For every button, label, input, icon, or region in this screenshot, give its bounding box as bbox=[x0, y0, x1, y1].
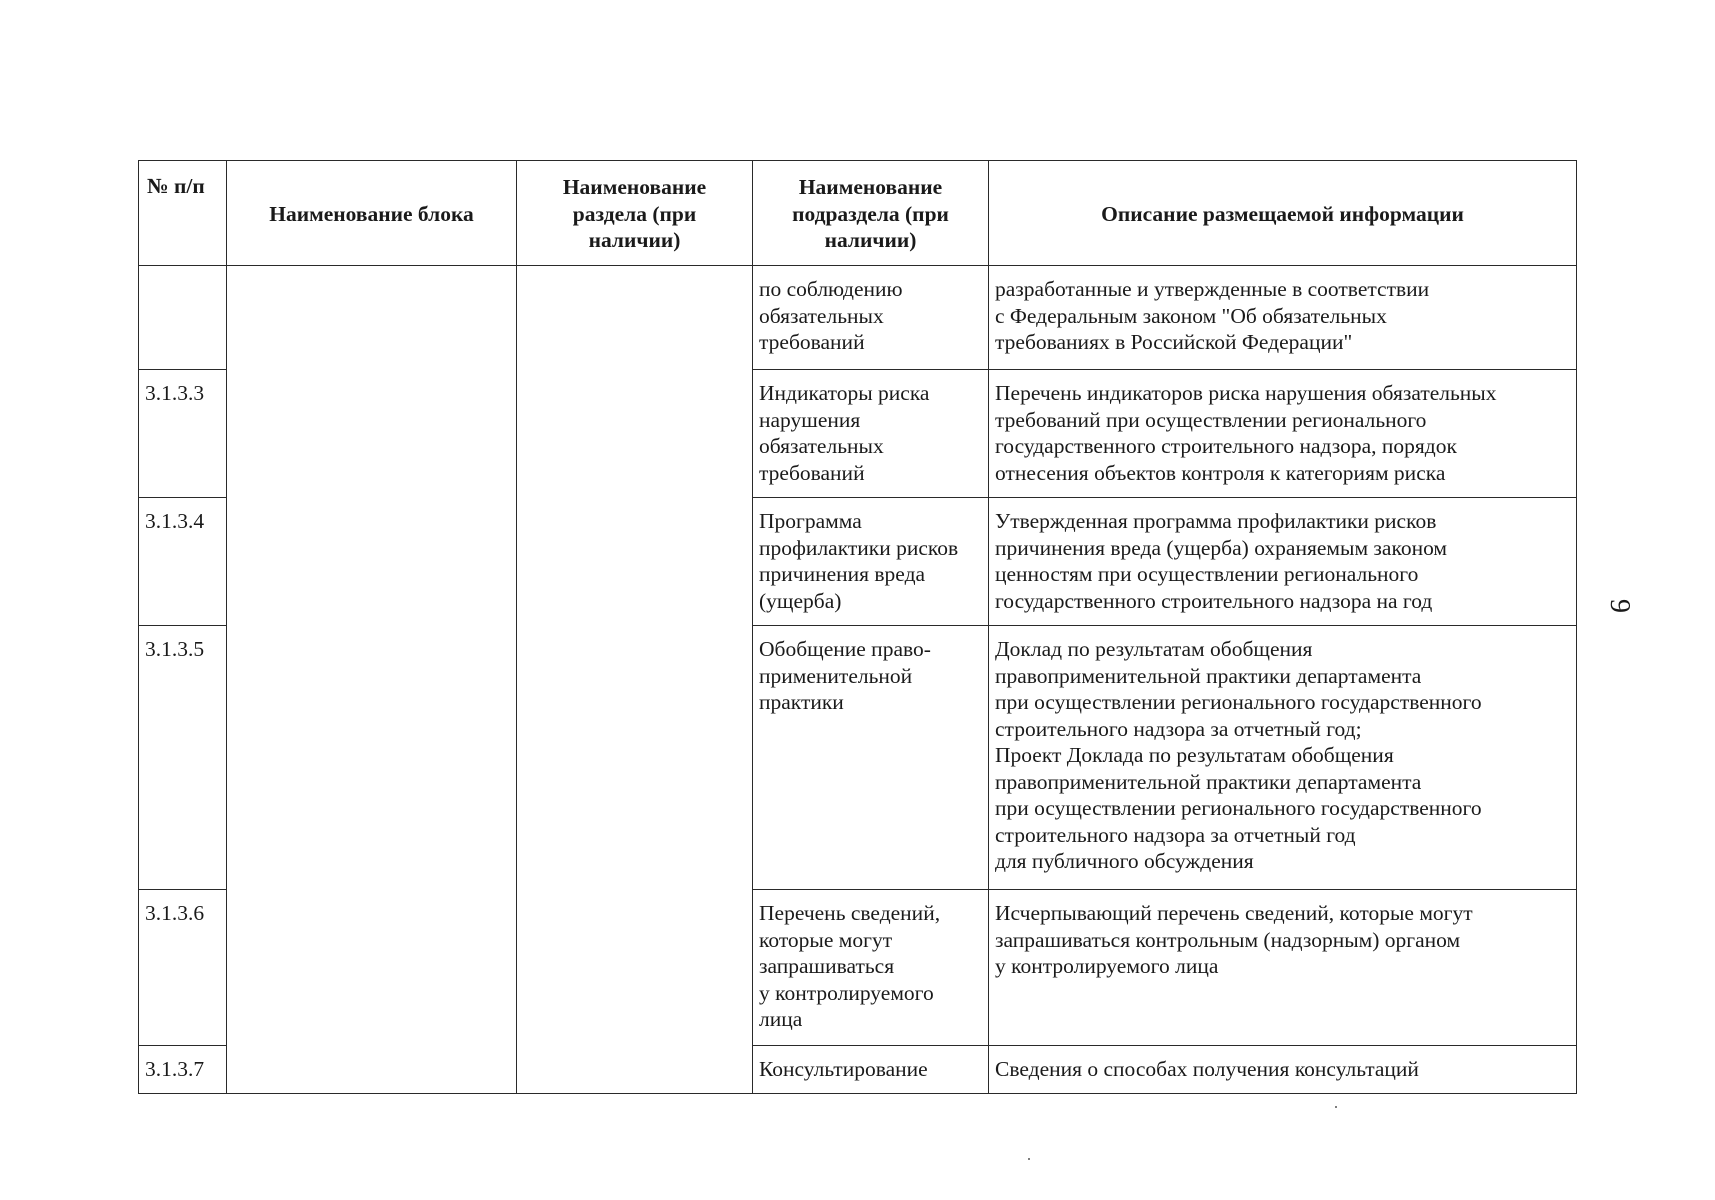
scan-speck bbox=[1028, 1158, 1030, 1160]
row-subsection: Перечень сведений, которые могут запрашиваться у контролируемого лица bbox=[753, 890, 989, 1046]
row-description: Сведения о способах получения консультаций bbox=[989, 1046, 1577, 1094]
header-description: Описание размещаемой информации bbox=[989, 161, 1577, 266]
row-description: разработанные и утвержденные в соответствии с Федеральным законом "Об обязательных требованиях в Российской Федерации" bbox=[989, 266, 1577, 370]
header-subsection-name: Наименование подраздела (при наличии) bbox=[753, 161, 989, 266]
table-header-row bbox=[139, 161, 1577, 266]
information-table bbox=[138, 160, 1577, 1094]
header-number: № п/п bbox=[139, 161, 227, 266]
section-name-cell bbox=[517, 266, 753, 1094]
row-number: 3.1.3.5 bbox=[139, 626, 227, 890]
row-description: Перечень индикаторов риска нарушения обязательных требований при осуществлении регионального государственного строительного надзора, порядок отнесения объектов контроля к категориям риска bbox=[989, 370, 1577, 498]
table-row bbox=[139, 266, 1577, 370]
row-number: 3.1.3.7 bbox=[139, 1046, 227, 1094]
row-description: Утвержденная программа профилактики рисков причинения вреда (ущерба) охраняемым законом ценностям при осуществлении регионального государственного строительного надзора на год bbox=[989, 498, 1577, 626]
row-description: Доклад по результатам обобщения правоприменительной практики департамента при осуществлении регионального государственного строительного надзора за отчетный год; Проект Доклада по результатам обобщения правоприменительной практики департамента при осуществлении регионального государственного строительного надзора за отчетный год для публичного обсуждения bbox=[989, 626, 1577, 890]
scan-speck bbox=[1335, 1106, 1337, 1108]
row-description: Исчерпывающий перечень сведений, которые могут запрашиваться контрольным (надзорным) органом у контролируемого лица bbox=[989, 890, 1577, 1046]
page-number: 9 bbox=[1604, 599, 1635, 613]
row-number: 3.1.3.4 bbox=[139, 498, 227, 626]
row-number: 3.1.3.3 bbox=[139, 370, 227, 498]
header-section-name: Наименование раздела (при наличии) bbox=[517, 161, 753, 266]
row-subsection: Обобщение право- применительной практики bbox=[753, 626, 989, 890]
block-name-cell bbox=[227, 266, 517, 1094]
row-number bbox=[139, 266, 227, 370]
header-block-name: Наименование блока bbox=[227, 161, 517, 266]
row-subsection: по соблюдению обязательных требований bbox=[753, 266, 989, 370]
row-subsection: Индикаторы риска нарушения обязательных требований bbox=[753, 370, 989, 498]
row-subsection: Программа профилактики рисков причинения вреда (ущерба) bbox=[753, 498, 989, 626]
row-number: 3.1.3.6 bbox=[139, 890, 227, 1046]
row-subsection: Консультирование bbox=[753, 1046, 989, 1094]
